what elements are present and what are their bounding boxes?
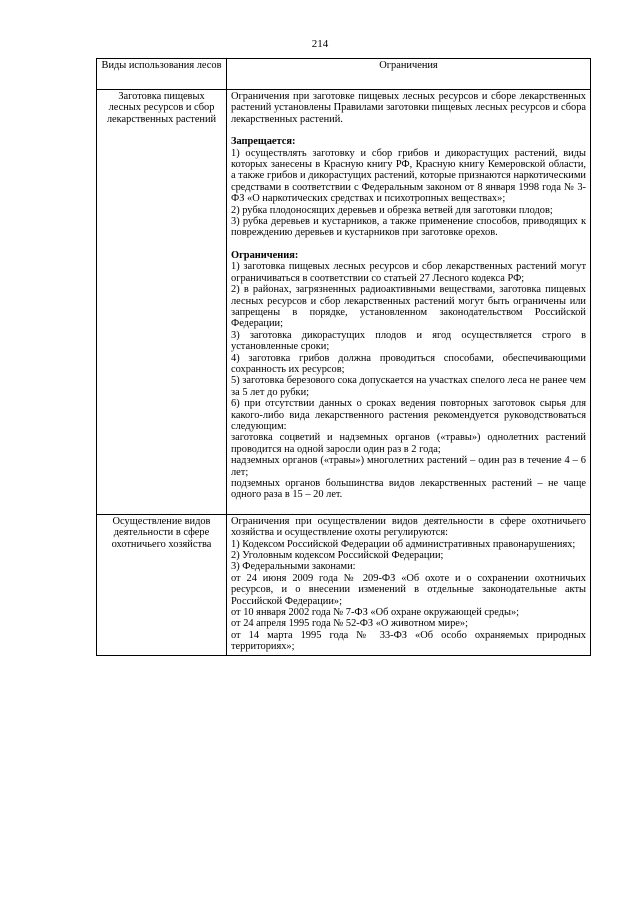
limit-item: 5) заготовка березового сока допускается на участках спелого леса не ранее чем за 5 лет до рубки;	[231, 375, 586, 398]
limits-heading: Ограничения:	[231, 249, 299, 261]
limit-item: 1) заготовка пищевых лесных ресурсов и сбор лекарственных растений могут ограничиваться в соответствии со статьей 27 Лесного кодекса РФ;	[231, 261, 586, 284]
prohibited-heading: Запрещается:	[231, 136, 296, 148]
limit-item: заготовка соцветий и надземных органов («травы») однолетних растений проводится на одной заросли один раз в 2 года;	[231, 432, 586, 455]
regulation-item: 2) Уголовным кодексом Российской Федерации;	[231, 550, 444, 562]
prohibited-item: 2) рубка плодоносящих деревьев и обрезка ветвей для заготовки плодов;	[231, 204, 553, 216]
table-row-hunting	[97, 514, 591, 655]
regulation-item: от 10 января 2002 года № 7-ФЗ «Об охране окружающей среды»;	[231, 607, 520, 619]
limit-item: 2) в районах, загрязненных радиоактивными веществами, заготовка пищевых лесных ресурсов и сбор лекарственных растений могут быть ограничены или запрещены в порядке, установленном законодательством Российской Федерации;	[231, 284, 586, 330]
regulation-item: от 14 марта 1995 года № 33-ФЗ «Об особо охраняемых природных территориях»;	[231, 629, 586, 653]
use-cell-food-resources: Заготовка пищевых лесных ресурсов и сбор лекарственных растений	[97, 90, 227, 515]
header-use-cell: Виды использования лесов	[97, 59, 227, 90]
regulation-item: 3) Федеральными законами:	[231, 561, 356, 573]
use-cell-hunting: Осуществление видов деятельности в сфере охотничьего хозяйства	[97, 514, 227, 655]
limit-item: 3) заготовка дикорастущих плодов и ягод осуществляется строго в установленные сроки;	[231, 329, 586, 353]
limit-item: 4) заготовка грибов должна проводиться способами, обеспечивающими сохранность их ресурсов;	[231, 352, 586, 375]
prohibited-item: 1) осуществлять заготовку и сбор грибов и дикорастущих растений, виды которых занесены в Красную книгу РФ, Красную книгу Кемеровской области, а также грибов и дикорастущих растений, которые признаются наркотическими средствами в соответствии с Федеральным законом от 8 января 1998 года № 3-ФЗ «О наркотических средствах и психотропных веществах»;	[231, 147, 586, 205]
table-header-row	[97, 59, 591, 90]
restrictions-cell-hunting	[227, 514, 591, 655]
regulation-item: от 24 июня 2009 года № 209-ФЗ «Об охоте и о сохранении охотничьих ресурсов, и о внесении изменений в отдельные законодательные акты Российской Федерации»;	[231, 572, 586, 607]
limit-item: надземных органов («травы») многолетних растений – один раз в течение 4 – 6 лет;	[231, 455, 586, 478]
limit-item: подземных органов большинства видов лекарственных растений – не чаще одного раза в 15 – 20 лет.	[231, 478, 586, 501]
page-number: 214	[311, 38, 329, 50]
prohibited-item: 3) рубка деревьев и кустарников, а также применение способов, приводящих к повреждению деревьев и кустарников при заготовке орехов.	[231, 216, 586, 239]
regulation-item: 1) Кодексом Российской Федерации об административных правонарушениях;	[231, 538, 576, 550]
intro-text: Ограничения при заготовке пищевых лесных ресурсов и сборе лекарственных растений установлены Правилами заготовки пищевых лесных ресурсов и сбора лекарственных растений.	[231, 91, 586, 125]
restrictions-cell-food-resources	[227, 90, 591, 515]
table-row-food-resources	[97, 90, 591, 515]
regulation-item: от 24 апреля 1995 года № 52-ФЗ «О животном мире»;	[231, 618, 468, 630]
header-restrictions-cell: Ограничения	[227, 59, 591, 90]
limit-item: 6) при отсутствии данных о сроках ведения повторных заготовок сырья для какого-либо вида лекарственного растения рекомендуется руководствоваться следующим:	[231, 398, 586, 432]
restrictions-table	[96, 58, 591, 656]
intro-text: Ограничения при осуществлении видов деятельности в сфере охотничьего хозяйства и осуществление охоты регулируются:	[231, 515, 586, 539]
